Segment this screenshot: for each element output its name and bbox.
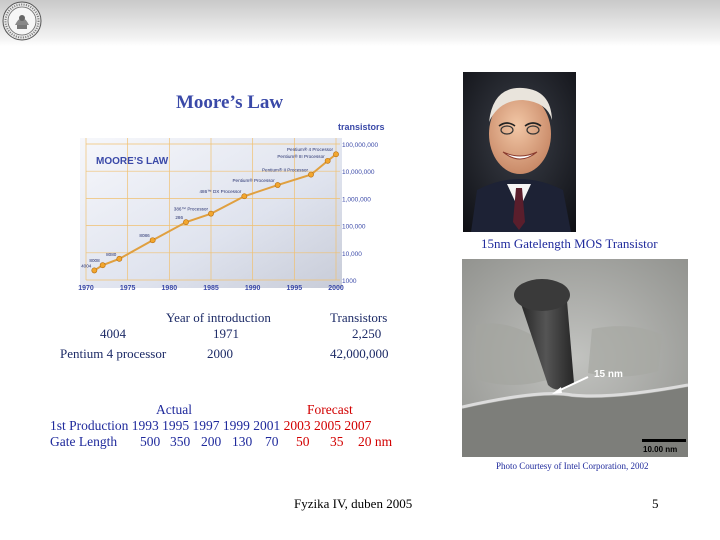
years-forecast: 2003 2005 2007 [283,418,372,433]
gate-value: 70 [265,434,279,449]
portrait-photo [463,72,576,232]
x-tick-label: 1990 [244,285,261,292]
gate-length-label: Gate Length [50,434,118,449]
row-year: 2000 [207,346,233,361]
processor-label: Pentium® 4 Processor [286,147,333,153]
gate-length-row [50,434,410,450]
first-production-label: 1st Production [50,418,129,433]
row-transistors: 2,250 [352,326,382,341]
data-point [150,238,155,243]
header-year: Year of introduction [166,310,271,325]
tem-dimension-label: 15 nm [594,369,623,380]
x-tick-label: 1985 [203,285,219,292]
transistor-caption: 15nm Gatelength MOS Transistor [481,236,658,251]
data-point [92,268,97,273]
processor-label: 8086 [139,233,150,239]
processor-label: Pentium® III Processor [277,153,325,159]
data-point [275,182,280,187]
moores-law-chart [76,118,406,308]
y-tick-label: 1000 [342,278,357,285]
data-point [333,152,338,157]
y-tick-label: 1,000,000 [342,196,371,204]
x-tick-label: 1995 [286,285,303,292]
moores-law-figure [60,92,406,364]
data-point [308,172,313,177]
data-point [117,256,122,261]
processor-label: 286 [175,215,183,221]
y-tick-label: 100,000,000 [342,142,379,149]
row-year: 1971 [213,326,239,341]
data-point [208,211,213,216]
chart-inset-label: MOORE’S LAW [96,156,169,167]
processor-label: 486™ DX Processor [199,189,242,195]
processor-label: 4004 [81,263,92,269]
header-transistors: Transistors [330,310,388,325]
first-production-row [50,418,371,434]
scale-bar-label: 10.00 nm [643,445,678,454]
header-band [0,0,720,46]
years-actual: 1993 1995 1997 1999 2001 [131,418,281,433]
processor-label: Pentium® Processor [232,178,275,184]
scale-bar [642,439,686,442]
processor-label: 386™ Processor [173,206,208,212]
data-point [325,158,330,163]
data-point [100,263,105,268]
university-seal-logo [2,1,42,41]
gate-value: 200 [201,434,222,449]
processor-label: 8080 [106,251,117,257]
x-tick-label: 1975 [119,285,136,292]
y-tick-label: 100,000 [342,223,366,231]
gate-value: 500 [140,434,161,449]
row-processor-name: 4004 [100,326,126,341]
tem-image [462,259,688,457]
x-tick-label: 1970 [78,285,94,292]
x-tick-label: 2000 [328,285,344,292]
y-axis-title: transistors [338,122,385,132]
gate-value: 130 [232,434,253,449]
footer-text: Fyzika IV, duben 2005 [294,496,413,511]
data-point [183,220,188,225]
x-tick-label: 1980 [161,285,178,292]
actual-label: Actual [156,402,192,417]
data-point [242,194,247,199]
processor-label: 8008 [89,258,100,264]
table-row [56,346,406,364]
y-tick-label: 10,000 [342,250,362,258]
moores-law-title: Moore’s Law [176,92,284,113]
forecast-label: Forecast [307,402,353,417]
table-row [56,326,406,344]
gate-value-forecast: 20 nm [358,434,393,449]
processor-label: Pentium® II Processor [261,167,308,173]
gate-value: 350 [170,434,191,449]
row-processor-name: Pentium 4 processor [60,346,167,361]
tem-micrograph [462,259,688,457]
page-number: 5 [652,496,659,511]
y-tick-label: 10,000,000 [342,169,375,177]
gate-value-forecast: 35 [330,434,344,449]
row-transistors: 42,000,000 [330,346,389,361]
gate-value-forecast: 50 [296,434,310,449]
photo-credit: Photo Courtesy of Intel Corporation, 2002 [496,461,649,471]
